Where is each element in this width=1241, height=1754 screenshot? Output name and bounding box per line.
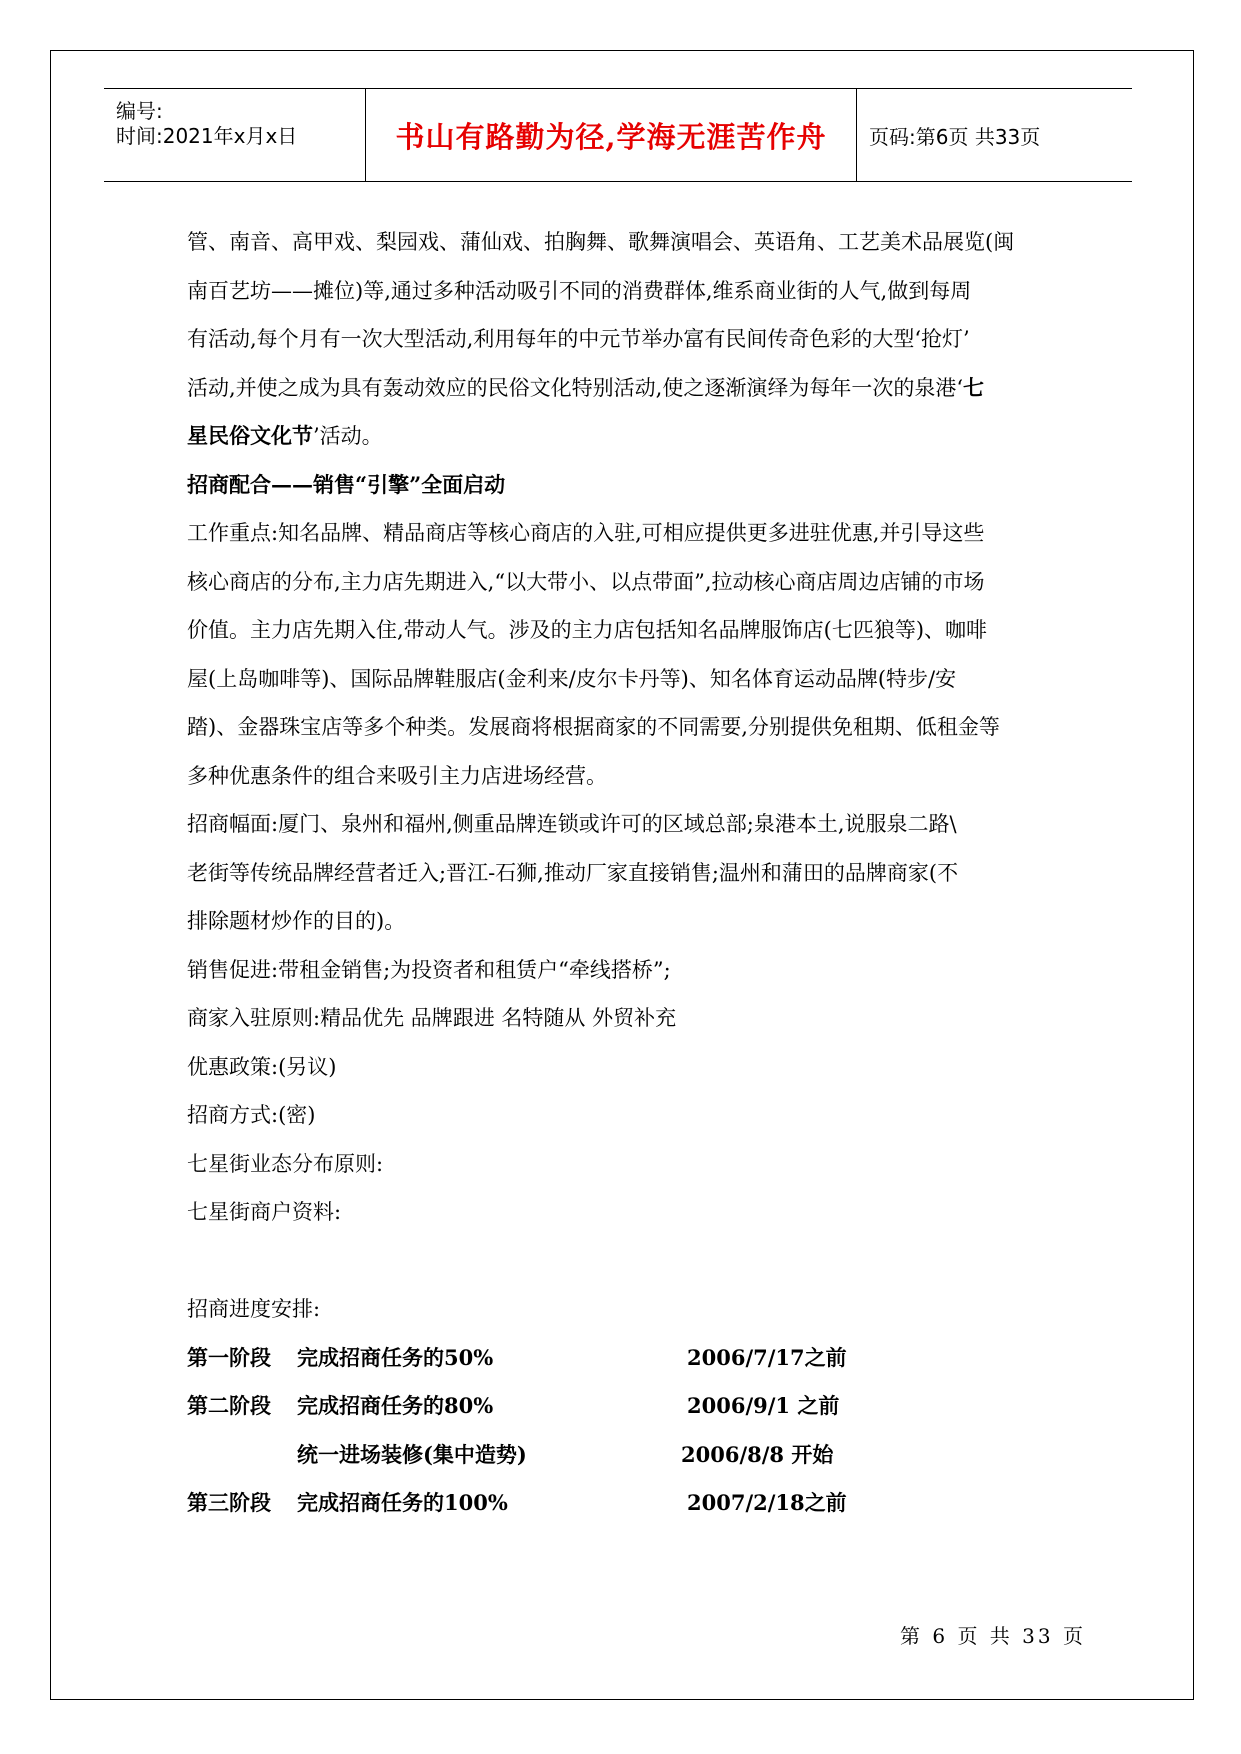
bold-span: 七 — [963, 374, 985, 400]
stage-date: 2006/7/17之前 — [687, 1344, 847, 1370]
page-footer: 第 6 页 共 33 页 — [900, 1624, 1086, 1648]
text-line: 价值。主力店先期入住,带动人气。涉及的主力店包括知名品牌服饰店(七匹狼等)、咖啡 — [187, 618, 988, 642]
number-label: 编号: — [116, 99, 163, 123]
schedule-row — [187, 1334, 1057, 1383]
text-line: 老街等传统品牌经营者迁入;晋江-石狮,推动厂家直接销售;温州和蒲田的品牌商家(不 — [187, 860, 959, 885]
text-line: 多种优惠条件的组合来吸引主力店进场经营。 — [187, 763, 607, 788]
text-line: 七星街业态分布原则: — [187, 1151, 384, 1176]
schedule-row — [187, 1382, 1057, 1431]
text-line: 南百艺坊——摊位)等,通过多种活动吸引不同的消费群体,维系商业街的人气,做到每周 — [187, 278, 972, 303]
document-body — [187, 218, 1057, 1528]
text-line: 商家入驻原则:精品优先 品牌跟进 名特随从 外贸补充 — [187, 1006, 677, 1030]
text-line: 屋(上岛咖啡等)、国际品牌鞋服店(金利来/皮尔卡丹等)、知名体育运动品牌(特步/安 — [187, 666, 957, 691]
text-line: 排除题材炒作的目的)。 — [187, 909, 406, 933]
text-span: ’活动。 — [313, 424, 383, 448]
stage-date: 2007/2/18之前 — [687, 1490, 847, 1515]
stage-task: 完成招商任务的100% — [297, 1490, 508, 1515]
stage-phase: 第三阶段 — [187, 1490, 271, 1515]
stage-phase: 第二阶段 — [187, 1393, 271, 1418]
stage-task: 完成招商任务的50% — [297, 1344, 494, 1370]
time-label: 时间:2021年x月x日 — [116, 124, 298, 148]
text-line: 工作重点:知名品牌、精品商店等核心商店的入驻,可相应提供更多进驻优惠,并引导这些 — [187, 521, 985, 545]
spacer — [187, 1237, 1057, 1286]
stage-date: 2006/9/1 之前 — [687, 1393, 840, 1418]
text-line: 七星街商户资料: — [187, 1200, 342, 1224]
stage-task: 统一进场装修(集中造势) — [297, 1441, 527, 1467]
header-meta — [104, 89, 366, 181]
text-line — [187, 412, 1057, 461]
text-line: 销售促进:带租金销售;为投资者和租赁户“牵线搭桥”; — [187, 957, 671, 982]
text-line — [187, 364, 1057, 413]
header-page-label: 页码:第6页 共33页 — [869, 124, 1041, 149]
text-line: 核心商店的分布,主力店先期进入,“以大带小、以点带面”,拉动核心商店周边店铺的市场 — [187, 569, 985, 594]
stage-phase — [187, 1431, 297, 1480]
schedule-row — [187, 1479, 1057, 1528]
header-motto: 书山有路勤为径,学海无涯苦作舟 — [366, 89, 857, 181]
text-line: 有活动,每个月有一次大型活动,利用每年的中元节举办富有民间传奇色彩的大型‘抢灯’ — [187, 327, 970, 351]
text-line: 踏)、金器珠宝店等多个种类。发展商将根据商家的不同需要,分别提供免租期、低租金等 — [187, 715, 1000, 739]
schedule-title: 招商进度安排: — [187, 1297, 321, 1321]
text-line: 招商幅面:厦门、泉州和福州,侧重品牌连锁或许可的区域总部;泉港本土,说服泉二路\ — [187, 812, 957, 836]
text-line: 优惠政策:(另议) — [187, 1054, 337, 1079]
page-header — [104, 88, 1132, 182]
text-line: 招商方式:(密) — [187, 1103, 316, 1127]
bold-span: 星民俗文化节 — [187, 423, 313, 448]
section-heading: 招商配合——销售“引擎”全面启动 — [187, 471, 506, 497]
text-span: 活动,并使之成为具有轰动效应的民俗文化特别活动,使之逐渐演绎为每年一次的泉港‘ — [187, 375, 964, 400]
stage-date: 2006/8/8 开始 — [681, 1441, 834, 1467]
text-line: 管、南音、高甲戏、梨园戏、蒲仙戏、拍胸舞、歌舞演唱会、英语角、工艺美术品展览(闽 — [187, 230, 1015, 254]
schedule-row — [187, 1431, 1057, 1480]
stage-task: 完成招商任务的80% — [297, 1393, 494, 1418]
stage-phase: 第一阶段 — [187, 1344, 271, 1370]
